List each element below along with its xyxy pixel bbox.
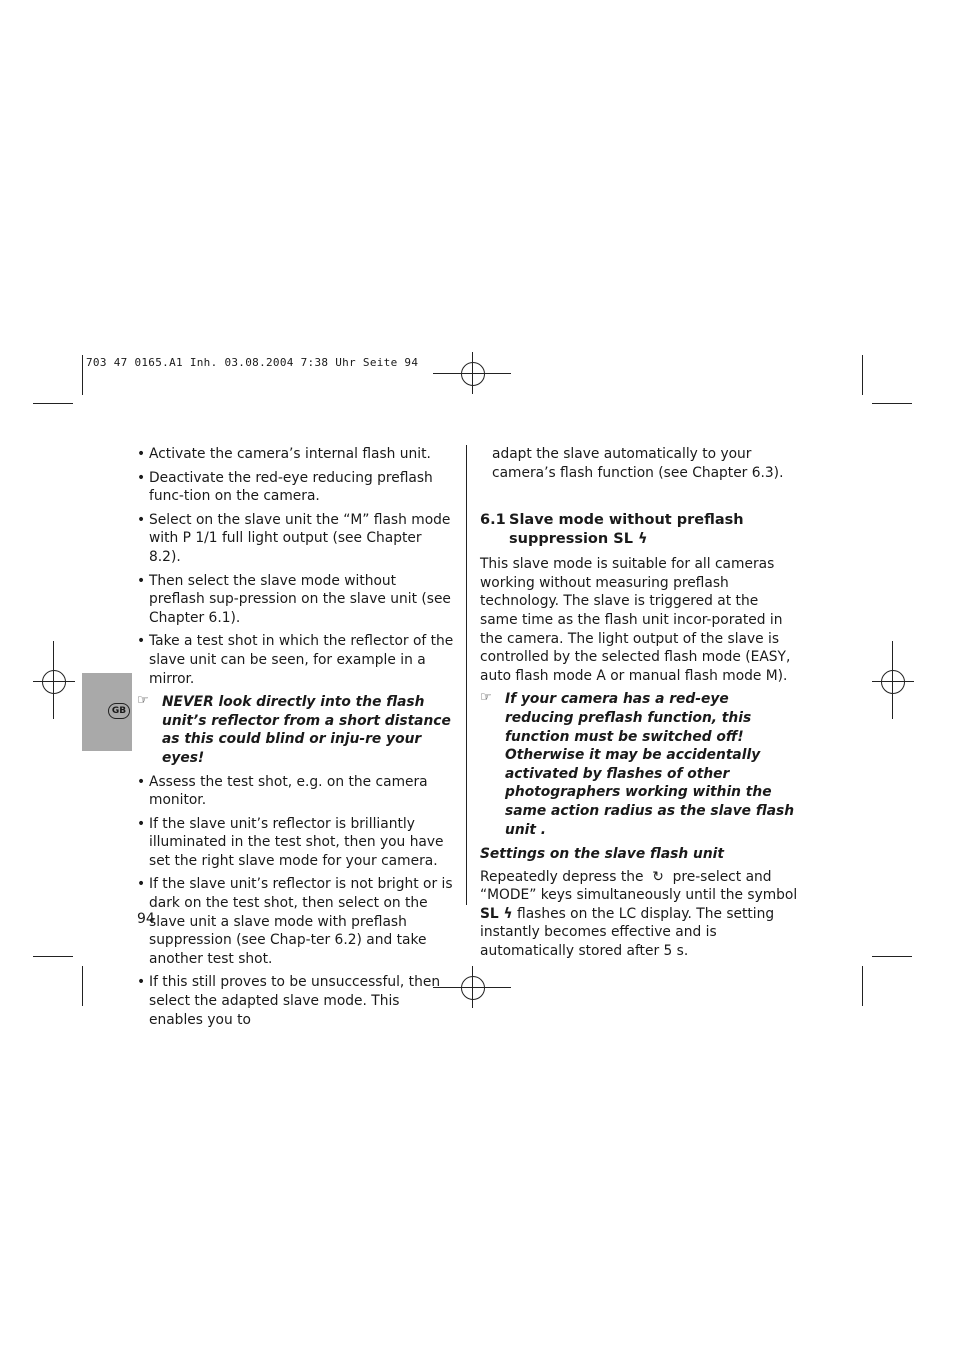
right-column <box>480 445 800 961</box>
column-divider <box>466 445 467 905</box>
crop-mark <box>872 403 912 404</box>
flash-bolt-icon: ϟ <box>638 531 648 548</box>
warning-note <box>137 693 455 767</box>
body-paragraph: This slave mode is suitable for all cameras working without measuring preflash technology. The slave is triggered at the same time as the flash unit incor-porated in the camera. The light output of the slave is controlled by the selected flash mode (EASY, auto flash mode A or manual flash mode M). <box>480 556 791 684</box>
registration-circle <box>42 670 66 694</box>
list-item: • If the slave unit’s reflector is not bright or is dark on the test shot, then select on the slave unit a slave mode with preflash suppression (see Chap-ter 6.2) and take another test shot. <box>137 875 455 968</box>
cycle-arrow-icon: ↻ <box>647 868 669 885</box>
warning-note-text: NEVER look directly into the flash unit’s reflector from a short distance as this could blind or inju-re your eyes! <box>162 694 451 766</box>
list-item: • Select on the slave unit the “M” flash mode with P 1/1 full light output (see Chapter 8.2). <box>137 511 455 567</box>
registration-circle <box>461 976 485 1000</box>
pointing-hand-icon: ☞ <box>480 690 492 706</box>
crop-mark <box>33 403 73 404</box>
print-slug: 703 47 0165.A1 Inh. 03.08.2004 7:38 Uhr Seite 94 <box>86 356 419 369</box>
crop-mark <box>82 355 83 395</box>
list-item: • Then select the slave mode without preflash sup-pression on the slave unit (see Chapter 6.1). <box>137 572 455 628</box>
instruction-text-b: pre-select and “MODE” keys simultaneously until the symbol <box>480 868 798 904</box>
section-title: Slave mode without preflash suppression SL <box>509 512 744 548</box>
crop-mark <box>872 956 912 957</box>
registration-circle <box>461 362 485 386</box>
section-number: 6.1 <box>480 512 506 529</box>
crop-mark <box>862 355 863 395</box>
instruction-text-a: Repeatedly depress the <box>480 868 644 885</box>
subheading: Settings on the slave flash unit <box>480 846 724 863</box>
registration-circle <box>881 670 905 694</box>
list-item: • Assess the test shot, e.g. on the camera monitor. <box>137 773 455 810</box>
pointing-hand-icon: ☞ <box>137 693 149 709</box>
instruction-text-c: flashes on the LC display. The setting instantly becomes effective and is automatically stored after 5 s. <box>480 905 775 960</box>
crop-mark <box>33 956 73 957</box>
crop-mark <box>82 966 83 1006</box>
list-item: • If the slave unit’s reflector is brilliantly illuminated in the test shot, then you have set the right slave mode for your camera. <box>137 815 455 871</box>
list-item: • Deactivate the red-eye reducing preflash func-tion on the camera. <box>137 469 455 506</box>
continuation-text: adapt the slave automatically to your camera’s flash function (see Chapter 6.3). <box>492 446 784 481</box>
crop-mark <box>862 966 863 1006</box>
slave-symbol: SL <box>480 905 499 922</box>
list-item: • If this still proves to be unsuccessful, then select the adapted slave mode. This enables you to <box>137 973 455 1029</box>
warning-note <box>480 690 800 839</box>
list-item: • Activate the camera’s internal flash unit. <box>137 445 455 464</box>
page-number: 94 <box>137 911 155 927</box>
warning-note-text: If your camera has a red-eye reducing preflash function, this function must be switched off! Otherwise it may be accidentally activated by flashes of other photographers working within the same action radius as the slave flash unit . <box>505 691 795 838</box>
list-item: • Take a test shot in which the reflector of the slave unit can be seen, for example in a mirror. <box>137 632 455 688</box>
left-column <box>137 445 455 1034</box>
language-badge: GB <box>108 703 130 719</box>
section-heading <box>480 511 800 549</box>
instruction-paragraph <box>480 868 800 961</box>
flash-bolt-icon: ϟ <box>498 905 513 922</box>
